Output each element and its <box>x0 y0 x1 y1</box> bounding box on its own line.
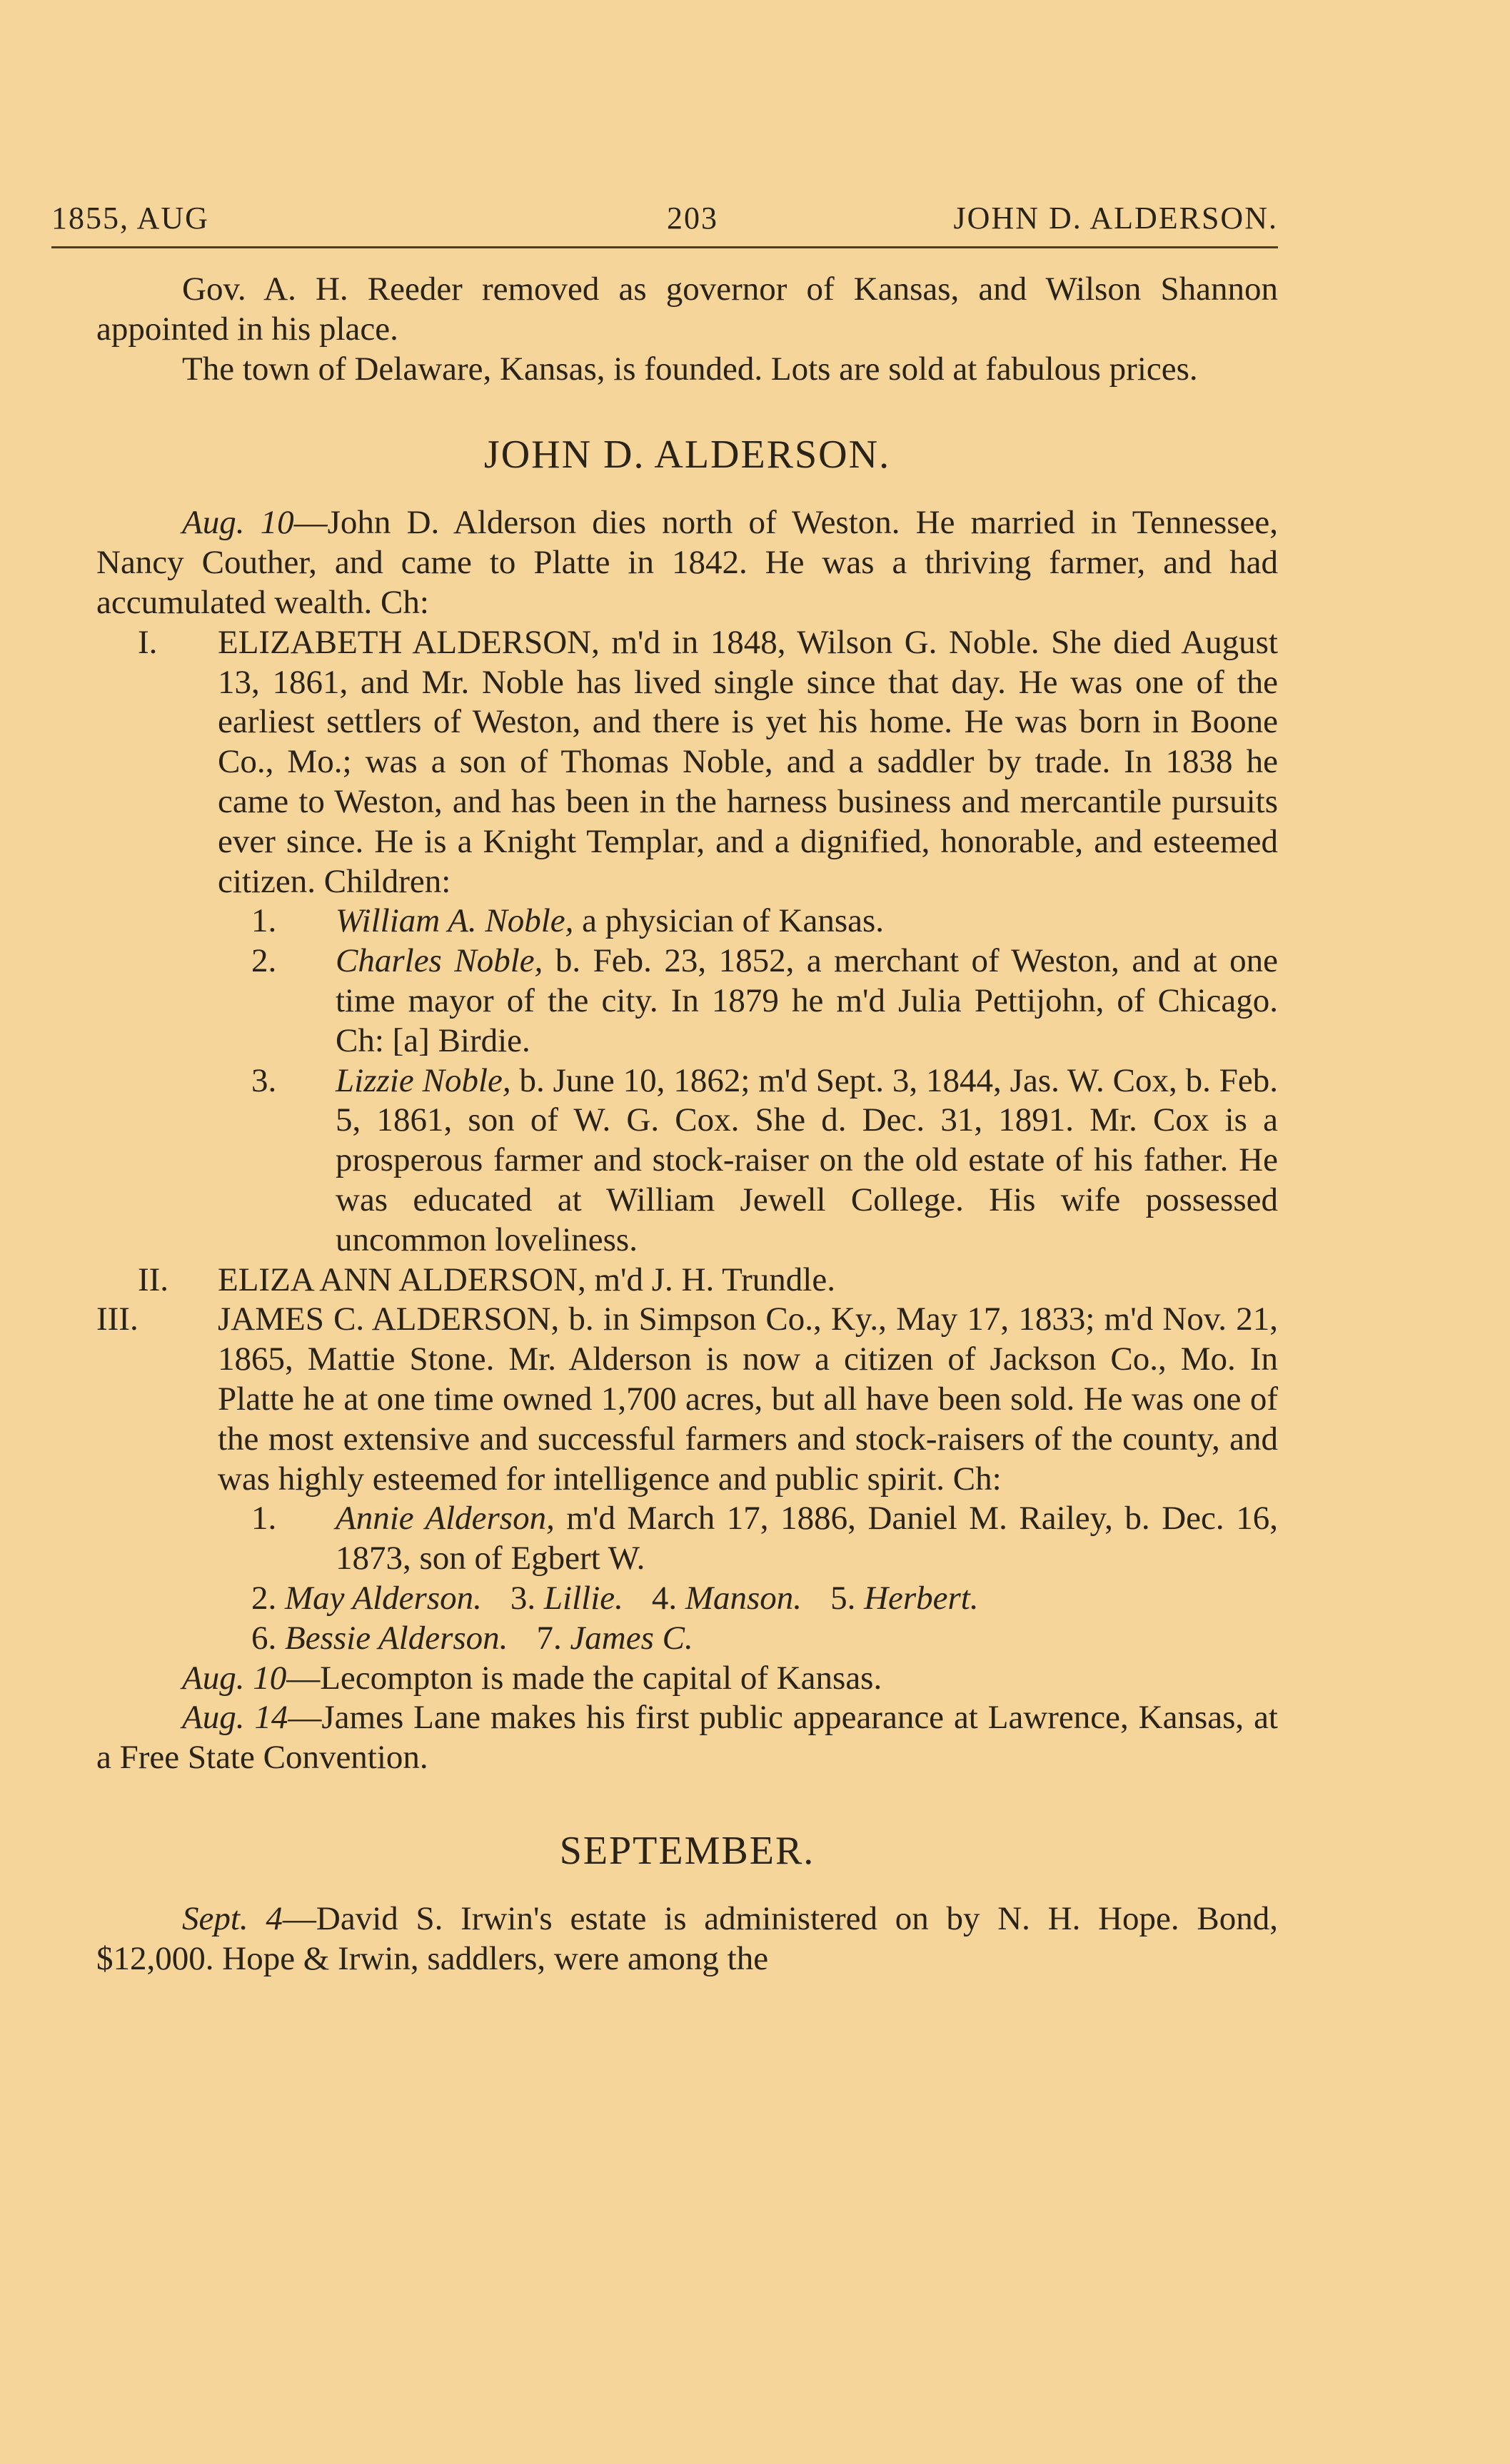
grandchild-detail: a physician of Kansas. <box>573 902 885 940</box>
child-entry-elizabeth <box>96 623 1278 902</box>
grandchild-entry <box>96 902 1278 941</box>
intro-paragraph-delaware: The town of Delaware, Kansas, is founded. Lots are sold at fabulous prices. <box>182 350 1198 388</box>
section-heading-alderson: JOHN D. ALDERSON. <box>483 433 891 478</box>
entry-text: —James Lane makes his first public appearance at Lawrence, Kansas, at a Free State Convention. <box>96 1699 1278 1777</box>
event-lecompton <box>96 1659 1278 1699</box>
grandchild-detail: b. Feb. 23, 1852, a merchant of Weston, and at one time mayor of the city. In 1879 he m'd Julia Pettijohn, of Chicago. Ch: [a] Birdie. <box>336 942 1278 1059</box>
child-text: ELIZA ANN ALDERSON, m'd J. H. Trundle. <box>218 1261 835 1298</box>
grandchild-number: 2. <box>251 942 277 980</box>
grandchild-number: 3. <box>510 1579 536 1617</box>
grandchild-name: Charles Noble, <box>336 942 543 980</box>
grandchild-number: 1. <box>251 1500 277 1538</box>
grandchild-name: Lizzie Noble, <box>336 1061 511 1099</box>
entry-date: Aug. 10 <box>182 504 294 542</box>
roman-numeral: II. <box>138 1261 169 1298</box>
intro-paragraph-reeder: Gov. A. H. Reeder removed as governor of Kansas, and Wilson Shannon appointed in his place. <box>96 271 1278 348</box>
page-number: 203 <box>667 201 718 236</box>
page-body <box>96 270 1278 1979</box>
entry-date: Aug. 10 <box>182 1659 287 1697</box>
grandchild-number: 2. <box>251 1579 277 1617</box>
grandchild-name: Bessie Alderson. <box>285 1619 508 1657</box>
event-lane <box>96 1698 1278 1778</box>
grandchild-list-inline <box>96 1579 1278 1659</box>
child-entry-james <box>96 1300 1278 1499</box>
entry-text: —Lecompton is made the capital of Kansas. <box>286 1659 882 1697</box>
grandchild-name: James C. <box>570 1619 693 1657</box>
grandchild-number: 3. <box>251 1061 277 1099</box>
grandchild-text <box>336 941 1278 1061</box>
entry-text: —John D. Alderson dies north of Weston. He married in Tennessee, Nancy Couther, and came to Platte in 1842. He was a thriving farmer, and had accumulated wealth. Ch: <box>96 504 1278 621</box>
header-title: JOHN D. ALDERSON. <box>953 201 1278 236</box>
child-text: JAMES C. ALDERSON, b. in Simpson Co., Ky., May 17, 1833; m'd Nov. 21, 1865, Mattie Stone. Mr. Alderson is now a citizen of Jackson Co., Mo. In Platte he at one time owned 1,700 acres, but all have been sold. He was one of the most extensive and successful farmers and stock-raisers of the county, and was highly esteemed for intelligence and public spirit. Ch: <box>218 1301 1278 1498</box>
september-paragraph <box>96 1899 1278 1979</box>
grandchild-number: 4. <box>651 1579 678 1617</box>
grandchild-name: William A. Noble, <box>336 902 574 940</box>
child-entry-eliza <box>96 1261 1278 1301</box>
grandchild-name: May Alderson. <box>285 1579 482 1617</box>
grandchild-text <box>336 1061 1278 1261</box>
grandchild-text <box>336 1499 1278 1579</box>
grandchild-name: Annie Alderson, <box>336 1500 555 1538</box>
grandchild-text <box>336 902 1278 941</box>
entry-date: Sept. 4 <box>182 1899 283 1937</box>
grandchild-detail: b. June 10, 1862; m'd Sept. 3, 1844, Jas. W. Cox, b. Feb. 5, 1861, son of W. G. Cox. She d. Dec. 31, 1891. Mr. Cox is a prosperous farmer and stock-raiser on the old estate of his father. He was educated at William Jewell College. His wife possessed uncommon loveliness. <box>336 1061 1278 1258</box>
entry-date: Aug. 14 <box>182 1699 288 1737</box>
entry-text: —David S. Irwin's estate is administered on by N. H. Hope. Bond, $12,000. Hope & Irwin, saddlers, were among the <box>96 1899 1278 1977</box>
grandchild-number: 7. <box>536 1619 562 1657</box>
grandchild-entry <box>96 1061 1278 1261</box>
grandchild-number: 5. <box>830 1579 856 1617</box>
header-date: 1855, AUG <box>51 201 209 236</box>
grandchild-detail: m'd March 17, 1886, Daniel M. Railey, b. Dec. 16, 1873, son of Egbert W. <box>336 1500 1278 1577</box>
child-text: ELIZABETH ALDERSON, m'd in 1848, Wilson G. Noble. She died August 13, 1861, and Mr. Noble has lived single since that day. He was one of the earliest settlers of Weston, and there is yet his home. He was born in Boone Co., Mo.; was a son of Thomas Noble, and a saddler by trade. In 1838 he came to Weston, and has been in the harness business and mercantile pursuits ever since. He is a Knight Templar, and a dignified, honorable, and esteemed citizen. Children: <box>218 623 1278 900</box>
grandchild-entry <box>96 941 1278 1061</box>
grandchild-number: 1. <box>251 902 277 940</box>
grandchild-number: 6. <box>251 1619 277 1657</box>
grandchild-name: Herbert. <box>864 1579 979 1617</box>
running-header <box>51 200 1278 243</box>
section-heading-september: SEPTEMBER. <box>559 1828 815 1873</box>
roman-numeral: I. <box>138 623 158 661</box>
roman-numeral: III. <box>96 1301 139 1338</box>
grandchild-entry <box>96 1499 1278 1579</box>
alderson-paragraph <box>96 503 1278 622</box>
grandchild-name: Lillie. <box>543 1579 623 1617</box>
header-rule <box>51 246 1278 248</box>
grandchild-name: Manson. <box>685 1579 802 1617</box>
